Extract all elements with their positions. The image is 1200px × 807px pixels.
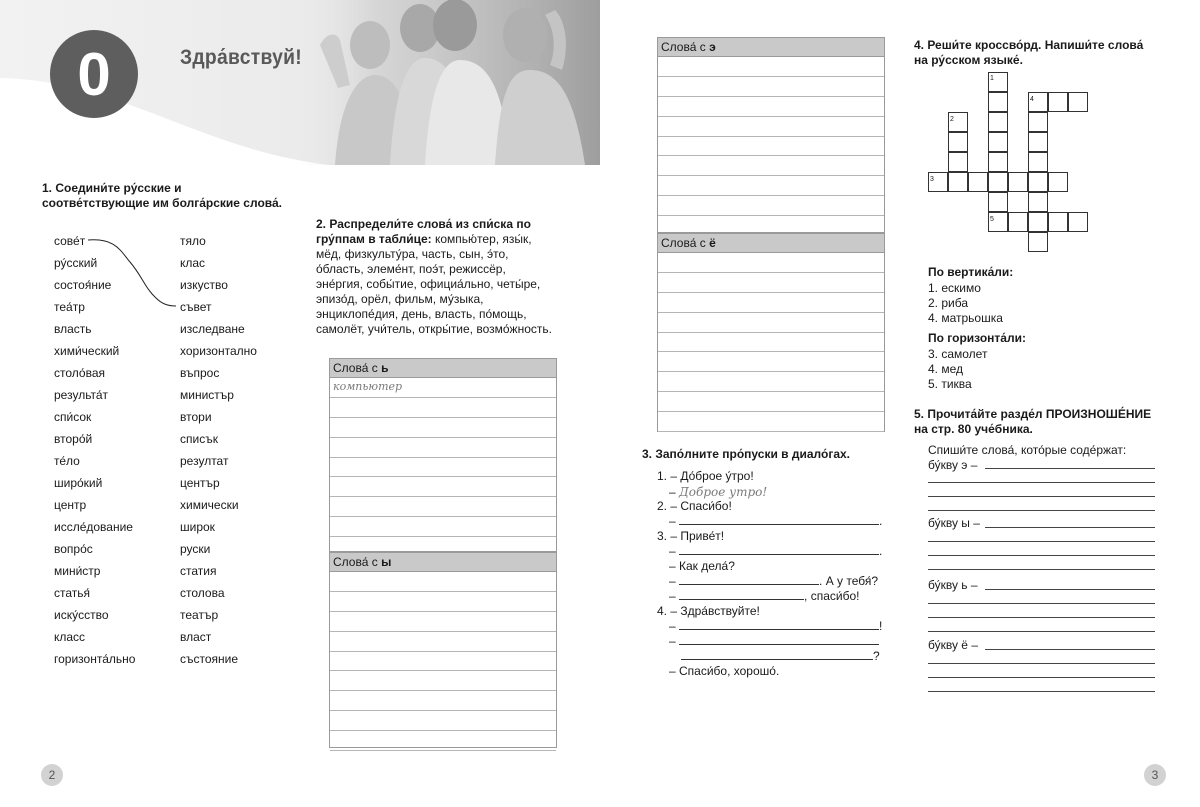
table-writing-line[interactable] [658,293,884,313]
russian-word[interactable]: иссле́дование [54,520,133,534]
bulgarian-word[interactable]: тяло [180,234,206,248]
task5-line[interactable] [928,569,1155,570]
task5-line[interactable] [985,649,1155,650]
table-writing-line[interactable] [658,352,884,372]
lesson-title: Здра́вствуй! [180,46,303,69]
table-e-letter-header: Слова́ с э [658,38,884,57]
table-writing-line[interactable] [658,253,884,273]
table-writing-line[interactable] [658,176,884,196]
table-writing-line[interactable] [330,572,556,592]
crossword-cell[interactable] [1028,212,1048,232]
dialog3-question: – Как дела́? [669,559,735,573]
russian-word[interactable]: ру́сский [54,256,98,270]
bulgarian-word[interactable]: химически [180,498,239,512]
crossword-cell[interactable] [1048,172,1068,192]
table-writing-line[interactable] [330,731,556,751]
clues-horizontal-heading: По горизонта́ли: [928,331,1026,345]
task5-line[interactable] [928,482,1155,483]
dialog3-blank1: – . [669,544,883,558]
russian-word[interactable]: сове́т [54,234,86,248]
dialog4-blank2: – [669,633,879,649]
crossword-cell[interactable] [1008,212,1028,232]
table-writing-line[interactable] [330,517,556,537]
task5-line[interactable] [928,631,1155,632]
page-number-right: 3 [1144,764,1166,786]
dialog3-blank2: – . А у тебя́? [669,574,879,588]
table-writing-line[interactable] [330,711,556,731]
dialog4-blank1: – ! [669,619,883,633]
crossword-cell[interactable] [988,172,1008,192]
task2-word-list: компью́тер, язы́к, мёд, физкульту́ра, часть, сын, э́то, о́бласть, элеме́нт, поэ́т, режиссёр, эне́ргия, собы́тие, официа́льно, четы́ре, эпизо́д, орёл, фильм, му́зыка, энциклопе́дия, день, власть, по́мощь, самолёт, учи́тель, откры́тие, возмо́жность. [316,232,552,336]
clue-vertical-1: 1. ескимо [928,281,981,295]
table-soft-sign-example: компьютер [330,378,556,398]
table-y-letter [329,552,557,748]
task2-title [316,217,556,337]
dialog4-blank2-line[interactable] [679,633,879,645]
table-writing-line[interactable] [658,196,884,216]
crossword-cell[interactable] [1028,112,1048,132]
table-writing-line[interactable] [330,497,556,517]
table-writing-line[interactable] [330,592,556,612]
clue-horizontal-3: 3. самолет [928,347,988,361]
dialog3-blank3-line[interactable] [679,588,804,600]
dialog4-line: 4. – Здра́вствуйте! [657,604,760,618]
table-e-letter [657,37,885,233]
table-writing-line[interactable] [330,477,556,497]
clue-horizontal-4: 4. мед [928,362,964,376]
table-writing-line[interactable] [330,691,556,711]
clue-vertical-4: 4. матрьошка [928,311,1003,325]
task5-line[interactable] [928,510,1155,511]
crossword-cell[interactable] [1048,92,1068,112]
task3-title: 3. Запо́лните про́пуски в диало́гах. [642,447,851,461]
russian-word[interactable]: вопро́с [54,542,93,556]
russian-word[interactable]: результа́т [54,388,109,402]
dialog3-line: 3. – Приве́т! [657,529,725,543]
dialog3-blank2-line[interactable] [679,573,819,585]
table-writing-line[interactable] [658,392,884,412]
lesson-number-badge: 0 [50,30,138,118]
table-yo-letter [657,233,885,432]
dialog2-blank-line[interactable] [679,513,879,525]
dialog2-blank: – . [669,514,883,528]
task5-intro: Спиши́те слова́, кото́рые соде́ржат: [928,443,1127,457]
dialog4-blank3-line[interactable] [681,648,873,660]
task5-line[interactable] [928,555,1155,556]
table-writing-line[interactable] [658,333,884,353]
russian-word[interactable]: мини́стр [54,564,101,578]
task5-item-y: бу́кву ы – [928,516,980,530]
table-writing-line[interactable] [330,438,556,458]
crossword-cell[interactable] [988,132,1008,152]
russian-word[interactable]: власть [54,322,92,336]
table-writing-line[interactable] [330,398,556,418]
crossword-cell[interactable] [1048,212,1068,232]
bulgarian-word[interactable]: столова [180,586,225,600]
dialog3-blank1-line[interactable] [679,543,879,555]
task5-line[interactable] [985,589,1155,590]
bulgarian-word[interactable]: състояние [180,652,239,666]
task1-title: 1. Соедини́те ру́сские и соотве́тствующие им болга́рские слова́. [42,181,282,210]
table-soft-sign [329,358,557,552]
crossword-cell[interactable] [1028,152,1048,172]
russian-word[interactable]: столо́вая [54,366,105,380]
russian-word[interactable]: состоя́ние [54,278,112,292]
dialog4-blank1-line[interactable] [679,618,879,630]
russian-word[interactable]: второ́й [54,432,93,446]
dialog1-handwritten: Доброе утро! [679,485,768,499]
crossword-cell[interactable] [988,192,1008,212]
dialog4-blank3: ? [681,648,880,664]
task5-line[interactable] [928,541,1155,542]
bulgarian-word[interactable]: власт [180,630,212,644]
crossword-cell[interactable] [1028,232,1048,252]
crossword-cell[interactable] [948,152,968,172]
table-soft-sign-header: Слова́ с ь [330,359,556,378]
dialog3-blank3: – , спаси́бо! [669,589,860,603]
bulgarian-word[interactable]: резултат [180,454,229,468]
russian-word[interactable]: спи́сок [54,410,92,424]
crossword-cell[interactable] [1028,172,1048,192]
bulgarian-word[interactable]: център [180,476,220,490]
bulgarian-word[interactable]: изследване [180,322,245,336]
clues-vertical-heading: По вертика́ли: [928,265,1014,279]
dialog2-line: 2. – Спаси́бо! [657,499,732,513]
clue-horizontal-5: 5. тиква [928,377,972,391]
crossword-cell[interactable] [1068,212,1088,232]
table-yo-letter-header: Слова́ с ё [658,234,884,253]
russian-word[interactable]: класс [54,630,86,644]
table-writing-line[interactable] [330,652,556,672]
bulgarian-word[interactable]: втори [180,410,212,424]
russian-word[interactable]: широ́кий [54,476,103,490]
crossword-number-1: 1 [990,75,994,82]
dialog4-last: – Спаси́бо, хорошо́. [669,664,780,678]
task5-item-soft: бу́кву ь – [928,578,978,592]
table-writing-line[interactable] [658,97,884,117]
bulgarian-word[interactable]: въпрос [180,366,220,380]
crossword-cell[interactable] [988,92,1008,112]
task5-line[interactable] [928,603,1155,604]
bulgarian-word[interactable]: министър [180,388,234,402]
russian-word[interactable]: хими́ческий [54,344,120,358]
table-writing-line[interactable] [330,458,556,478]
crossword-cell[interactable] [1008,172,1028,192]
bulgarian-word[interactable]: клас [180,256,206,270]
task5-item-e: бу́кву э – [928,458,978,472]
table-writing-line[interactable] [658,77,884,97]
bulgarian-word[interactable]: статия [180,564,217,578]
table-y-letter-header: Слова́ с ы [330,553,556,572]
table-writing-line[interactable] [330,418,556,438]
task5-line[interactable] [928,496,1155,497]
task5-line[interactable] [928,617,1155,618]
bulgarian-word[interactable]: изкуство [180,278,228,292]
crossword-number-4: 4 [1030,96,1034,103]
bulgarian-word[interactable]: хоризонтално [180,344,257,358]
clue-vertical-2: 2. риба [928,296,968,310]
bulgarian-word[interactable]: театър [180,608,219,622]
crossword-number-3: 3 [930,176,934,183]
bulgarian-word[interactable]: списък [180,432,218,446]
bulgarian-word[interactable]: руски [180,542,211,556]
table-writing-line[interactable] [658,372,884,392]
task5-item-yo: бу́кву ё – [928,638,978,652]
crossword-cell[interactable] [988,152,1008,172]
crossword-number-5: 5 [990,216,994,223]
dialog1-line: 1. – До́брое у́тро! [657,469,754,483]
dialog1-answer: – Доброе утро! [669,485,768,499]
table-writing-line[interactable] [658,117,884,137]
table-writing-line[interactable] [658,313,884,333]
crossword-cell[interactable] [1068,92,1088,112]
table-writing-line[interactable] [330,632,556,652]
table-writing-line[interactable] [330,612,556,632]
task5-line[interactable] [985,468,1155,469]
table-writing-line[interactable] [658,412,884,432]
russian-word[interactable]: центр [54,498,87,512]
crossword-cell[interactable] [948,132,968,152]
bulgarian-word[interactable]: съвет [180,300,212,314]
crossword-number-2: 2 [950,116,954,123]
header-photo [300,0,600,165]
task4-title: 4. Реши́те кроссво́рд. Напиши́те слова́ на ру́сском языке́. [914,38,1144,67]
task5-line[interactable] [928,663,1155,664]
russian-word[interactable]: статья́ [54,586,91,600]
russian-word[interactable]: те́ло [54,454,80,468]
russian-word[interactable]: теа́тр [54,300,85,314]
table-writing-line[interactable] [658,156,884,176]
task5-title: 5. Прочита́йте разде́л ПРОИЗНОШЕ́НИЕ на стр. 80 уче́бника. [914,407,1152,436]
crossword-cell[interactable] [988,112,1008,132]
bulgarian-word[interactable]: широк [180,520,215,534]
crossword-cell[interactable] [1028,192,1048,212]
crossword-cell[interactable] [968,172,988,192]
table-writing-line[interactable] [658,57,884,77]
table-writing-line[interactable] [658,137,884,157]
table-writing-line[interactable] [658,273,884,293]
task2-instruction: 2. Распредели́те слова́ из спи́ска по гру́ппам в табли́це: [316,217,531,246]
page-number-left: 2 [41,764,63,786]
task5-line[interactable] [985,527,1155,528]
task5-line[interactable] [928,677,1155,678]
russian-word[interactable]: иску́сство [54,608,109,622]
russian-word[interactable]: горизонта́льно [54,652,136,666]
table-writing-line[interactable] [330,671,556,691]
task5-line[interactable] [928,691,1155,692]
crossword-cell[interactable] [1028,132,1048,152]
crossword-cell[interactable] [948,172,968,192]
